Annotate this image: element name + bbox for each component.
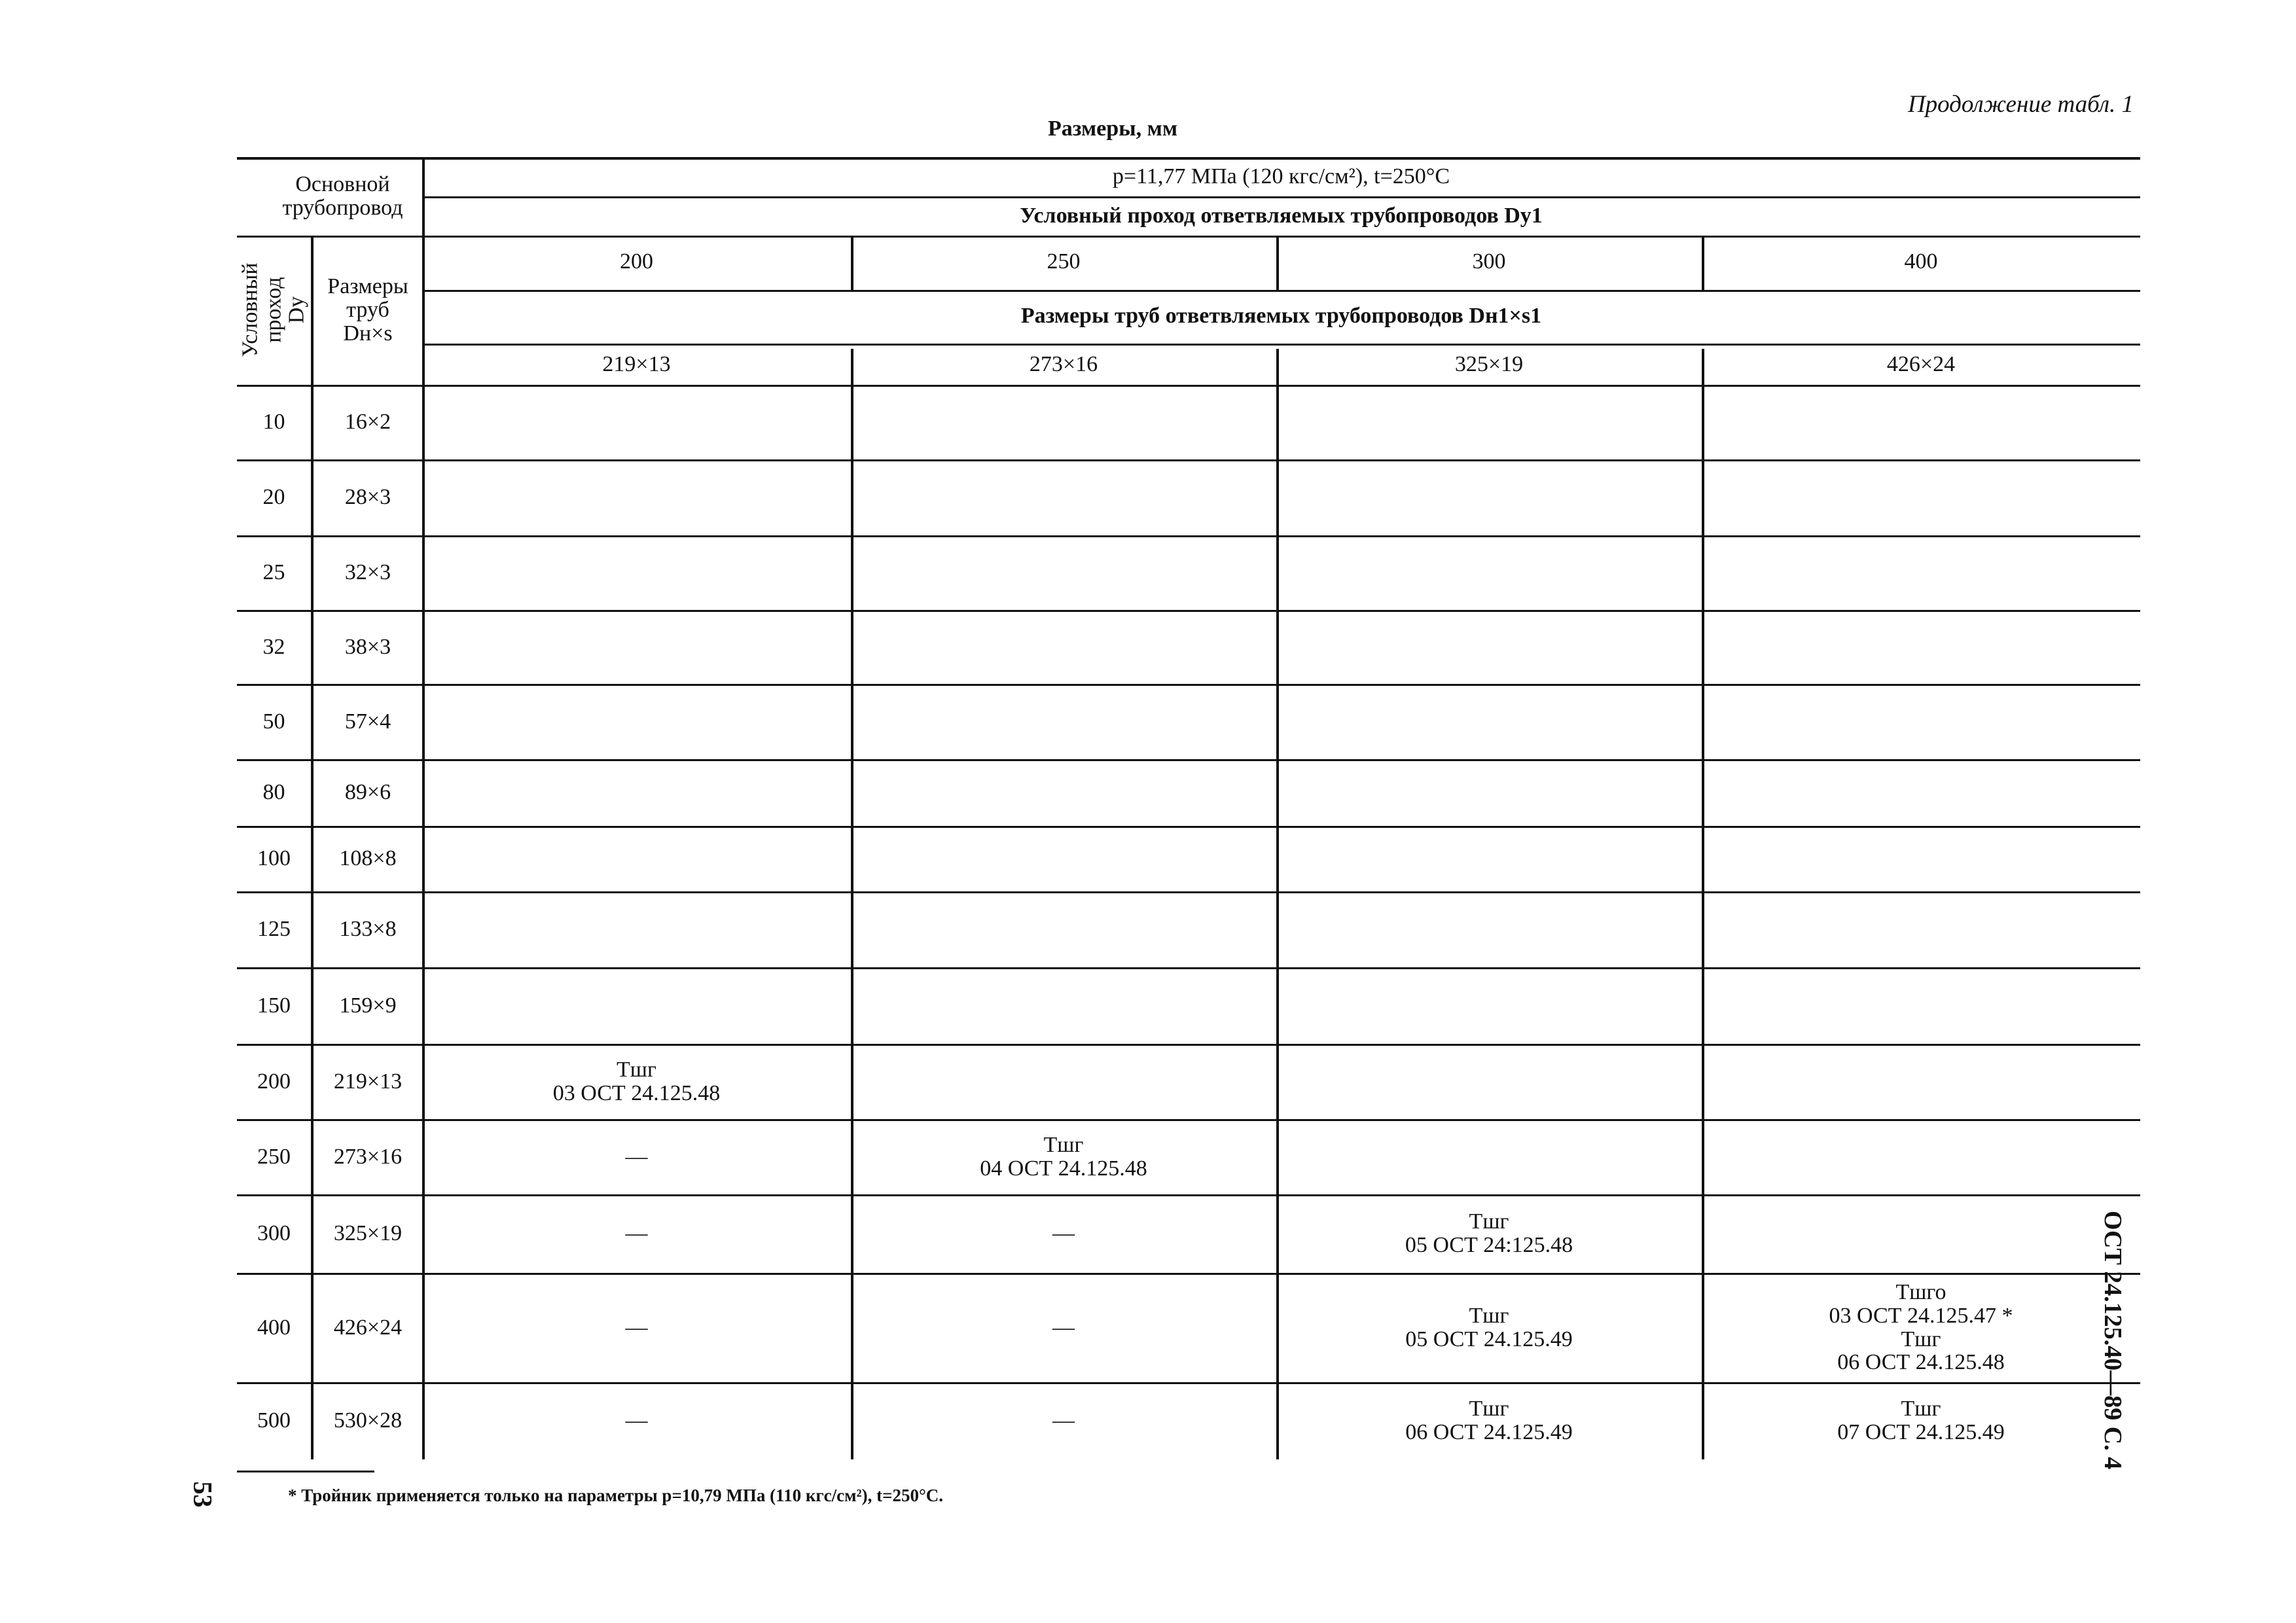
row-dn-250: 250: [257, 1144, 291, 1169]
row-size-200: 219×13: [333, 1069, 403, 1094]
branch-size-3: 426×24: [1886, 351, 1956, 376]
branch-dn-200: 200: [620, 249, 653, 274]
cell-500-300: Тшг 06 ОСТ 24.125.49: [1405, 1397, 1573, 1444]
rule-row-7: [237, 891, 2140, 893]
rule-row-2: [237, 535, 2140, 537]
cell-200-200: Тшг 03 ОСТ 24.125.48: [552, 1057, 721, 1105]
main-pipe-header: Основной трубопровод: [282, 172, 403, 220]
branch-size-1: 273×16: [1029, 351, 1098, 376]
size-column-header: Размеры труб Dн×s: [327, 274, 408, 346]
row-dn-25: 25: [262, 560, 285, 585]
cell-250-250: Тшг 04 ОСТ 24.125.48: [980, 1132, 1147, 1181]
row-dn-50: 50: [262, 709, 285, 734]
row-size-300: 325×19: [333, 1221, 403, 1246]
cell-500-250: —: [1052, 1408, 1075, 1433]
row-size-125: 133×8: [339, 917, 397, 942]
row-dn-125: 125: [257, 917, 291, 942]
footnote: * Тройник применяется только на параметры p=10,79 МПа (110 кгс/см²), t=250°С.: [288, 1486, 944, 1505]
row-size-500: 530×28: [333, 1408, 403, 1433]
branch-size-0: 219×13: [602, 351, 671, 376]
row-dn-20: 20: [262, 485, 285, 510]
cell-250-200: —: [625, 1144, 648, 1169]
branch-dn-300: 300: [1472, 249, 1506, 274]
dn-column-header-text: Условный проход Dу: [238, 262, 310, 358]
branch-size-header: Размеры труб ответвляемых трубопроводов Dн1×s1: [1020, 303, 1542, 328]
cell-400-400: Тшго 03 ОСТ 24.125.47 * Тшг 06 ОСТ 24.125.48: [1829, 1280, 2013, 1375]
row-dn-500: 500: [257, 1408, 291, 1433]
branch-dn-250: 250: [1047, 249, 1081, 274]
rule-row-8: [237, 967, 2140, 969]
footnote-divider: [237, 1471, 374, 1472]
rule-row-4: [237, 684, 2140, 686]
row-size-20: 28×3: [344, 485, 391, 510]
cell-300-250: —: [1052, 1221, 1075, 1246]
row-size-250: 273×16: [333, 1144, 403, 1169]
row-dn-32: 32: [262, 634, 285, 659]
cell-300-300: Тшг 05 ОСТ 24:125.48: [1405, 1209, 1573, 1257]
row-dn-200: 200: [257, 1069, 291, 1094]
rule-row-5: [237, 759, 2140, 761]
cell-500-200: —: [625, 1408, 648, 1433]
row-dn-300: 300: [257, 1221, 291, 1246]
continuation-label: Продолжение табл. 1: [1907, 91, 2134, 118]
row-dn-10: 10: [262, 410, 285, 435]
cell-300-200: —: [625, 1221, 648, 1246]
cell-400-250: —: [1052, 1315, 1075, 1340]
rule-row-3: [237, 610, 2140, 612]
cell-400-200: —: [625, 1315, 648, 1340]
rule-row-1: [237, 459, 2140, 461]
row-size-25: 32×3: [344, 560, 391, 585]
page-number: 53: [188, 1481, 218, 1508]
dn-column-header: [237, 236, 311, 385]
cell-500-400: Тшг 07 ОСТ 24.125.49: [1837, 1397, 2005, 1444]
branch-size-2: 325×19: [1454, 351, 1524, 376]
row-size-10: 16×2: [344, 410, 391, 435]
rule-row-0: [237, 385, 2140, 387]
row-dn-80: 80: [262, 780, 285, 805]
units-label: Размеры, мм: [1048, 116, 1177, 141]
row-size-400: 426×24: [333, 1315, 403, 1340]
branch-dn-header: Условный проход ответвляемых трубопроводов Dу1: [1020, 204, 1543, 228]
row-dn-150: 150: [257, 993, 291, 1018]
row-size-150: 159×9: [339, 993, 397, 1018]
cell-400-300: Тшг 05 ОСТ 24.125.49: [1405, 1303, 1573, 1351]
rule-row-6: [237, 826, 2140, 828]
document-code: ОСТ 24.125.40—89 С. 4: [2099, 1211, 2126, 1470]
row-size-32: 38×3: [344, 634, 391, 659]
row-size-80: 89×6: [344, 780, 391, 805]
row-size-100: 108×8: [339, 846, 397, 871]
row-size-50: 57×4: [344, 709, 391, 734]
row-dn-100: 100: [257, 846, 291, 871]
branch-dn-400: 400: [1904, 249, 1938, 274]
pressure-header: p=11,77 МПа (120 кгс/см²), t=250°С: [1112, 164, 1450, 189]
row-dn-400: 400: [257, 1315, 291, 1340]
